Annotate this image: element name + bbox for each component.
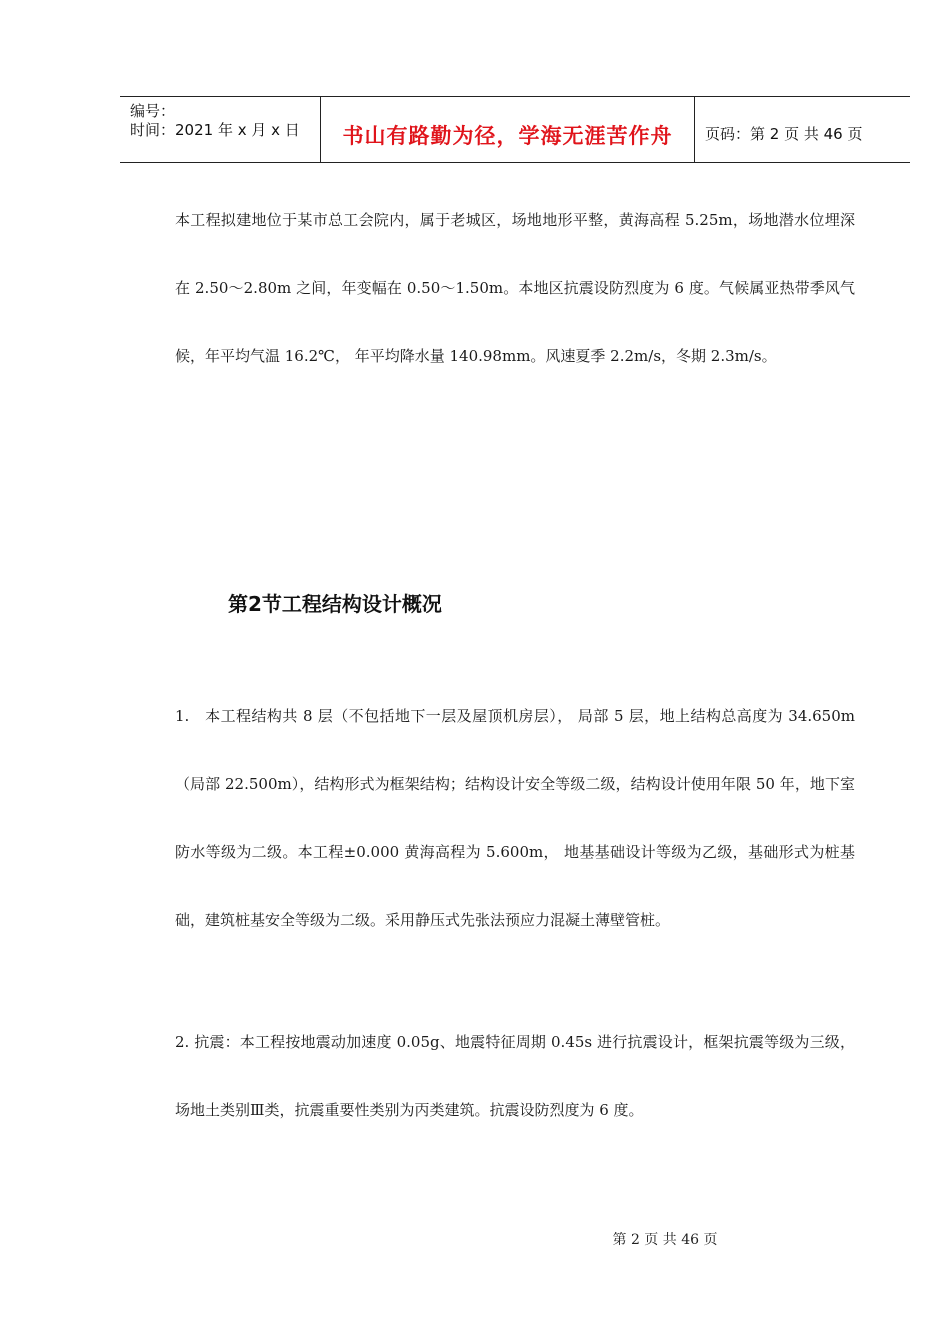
document-date-label: 时间：2021 年 x 月 x 日 xyxy=(130,121,300,139)
header-motto-cell xyxy=(321,97,695,162)
header-page-code: 页码：第 2 页 共 46 页 xyxy=(705,125,863,143)
seismic-design-paragraph: 2. 抗震：本工程按地震动加速度 0.05g、地震特征周期 0.45s 进行抗震设计，框架抗震等级为三级，场地土类别Ⅲ类，抗震重要性类别为丙类建筑。抗震设防烈度为 6 度。 xyxy=(175,1033,855,1119)
header-info-cell xyxy=(120,97,321,162)
structure-overview-paragraph: 1. 本工程结构共 8 层（不包括地下一层及屋顶机房层）， 局部 5 层，地上结构总高度为 34.650m（局部 22.500m），结构形式为框架结构；结构设计安全等级二级，结构设计使用年限 50 年，地下室防水等级为二级。本工程±0.000 黄海高程为 5.600m， 地基基础设计等级为乙级，基础形式为桩基础，建筑桩基安全等级为二级。采用静压式先张法预应力混凝土薄壁管桩。 xyxy=(175,707,855,929)
header-motto: 书山有路勤为径，学海无涯苦作舟 xyxy=(342,124,673,148)
page-footer: 第 2 页 共 46 页 xyxy=(612,1232,718,1248)
header-page-cell xyxy=(695,97,910,162)
section-title: 第2节工程结构设计概况 xyxy=(228,592,442,616)
document-code-label: 编号： xyxy=(130,102,176,120)
document-header xyxy=(120,96,910,163)
site-description-paragraph: 本工程拟建地位于某市总工会院内，属于老城区，场地地形平整，黄海高程 5.25m，场地潜水位埋深在 2.50～2.80m 之间，年变幅在 0.50～1.50m。本地区抗震设防烈度为 6 度。气候属亚热带季风气候，年平均气温 16.2℃， 年平均降水量 140.98mm。风速夏季 2.2m/s，冬期 2.3m/s。 xyxy=(175,211,855,365)
